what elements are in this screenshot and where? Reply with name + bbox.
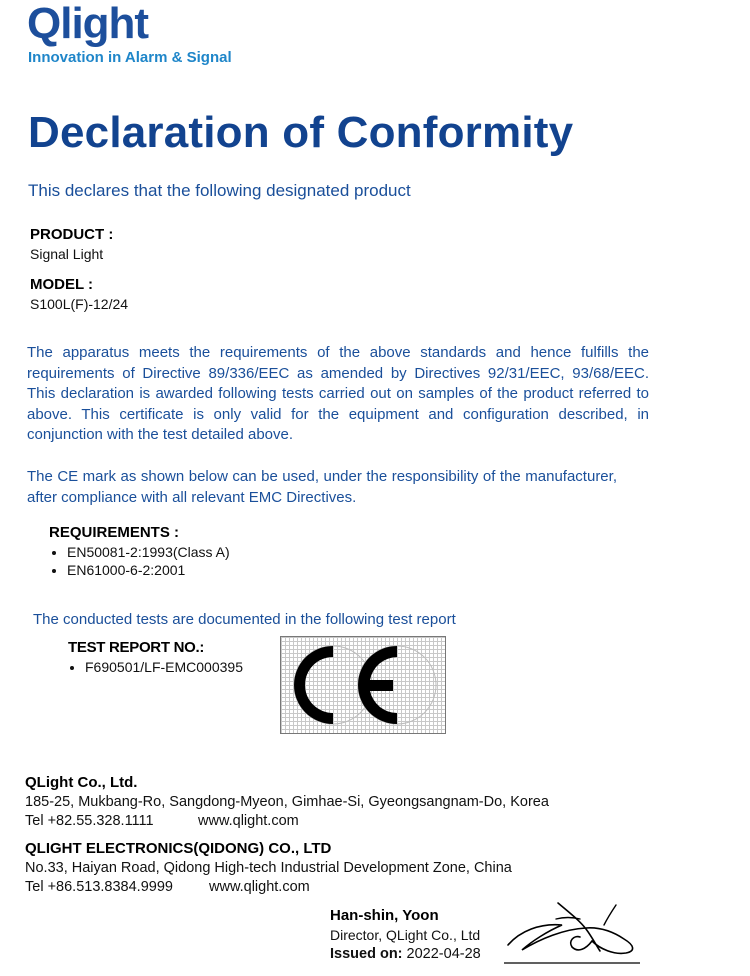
signatory-name: Han-shin, Yoon [330,907,439,924]
ce-mark [280,636,446,734]
company2-website: www.qlight.com [209,879,310,895]
product-label: PRODUCT : [30,226,114,243]
ce-mark-paragraph: The CE mark as shown below can be used, under the responsibility of the manufacturer, after compliance with all relevant EMC Directives. [27,468,617,506]
requirements-label: REQUIREMENTS : [49,524,180,541]
company2-name: QLIGHT ELECTRONICS(QIDONG) CO., LTD [25,840,332,857]
company1-website: www.qlight.com [198,813,299,829]
signatory-role: Director, QLight Co., Ltd [330,927,481,943]
company2-tel: Tel +86.513.8384.9999 [25,879,173,895]
model-value: S100L(F)-12/24 [30,296,129,312]
requirement-item: • EN50081-2:1993(Class A) [67,543,230,561]
requirements-list [49,543,230,579]
issued-on [330,946,481,962]
company-logo: Qlight [27,0,149,48]
requirement-item: • EN61000-6-2:2001 [67,561,230,579]
intro-text: This declares that the following designated product [28,181,411,200]
handwritten-signature [500,895,645,967]
document-title: Declaration of Conformity [28,108,574,157]
company1-address: 185-25, Mukbang-Ro, Sangdong-Myeon, Gimhae-Si, Gyeongsangnam-Do, Korea [25,794,549,810]
test-statement: The conducted tests are documented in the following test report [33,611,456,628]
test-report-label: TEST REPORT NO.: [68,639,205,656]
company1-tel: Tel +82.55.328.1111 [25,813,154,829]
company-tagline: Innovation in Alarm & Signal [28,49,232,66]
company1-name: QLight Co., Ltd. [25,774,138,791]
issued-label: Issued on: [330,946,403,962]
test-report-list [67,658,243,676]
product-value: Signal Light [30,246,104,262]
conformity-paragraph: The apparatus meets the requirements of the above standards and hence fulfills the requirements of Directive 89/336/EEC as amended by Directives 92/31/EEC, 93/68/EEC. This declaration is awarded following tests carried out on samples of the product referred to above. This certificate is only valid for the equipment and configuration described, in conjunction with the test detailed above. [27,344,649,443]
test-report-item: • F690501/LF-EMC000395 [85,658,243,676]
issued-date: 2022-04-28 [406,946,481,962]
model-label: MODEL : [30,276,94,293]
company2-address: No.33, Haiyan Road, Qidong High-tech Industrial Development Zone, China [25,860,512,876]
